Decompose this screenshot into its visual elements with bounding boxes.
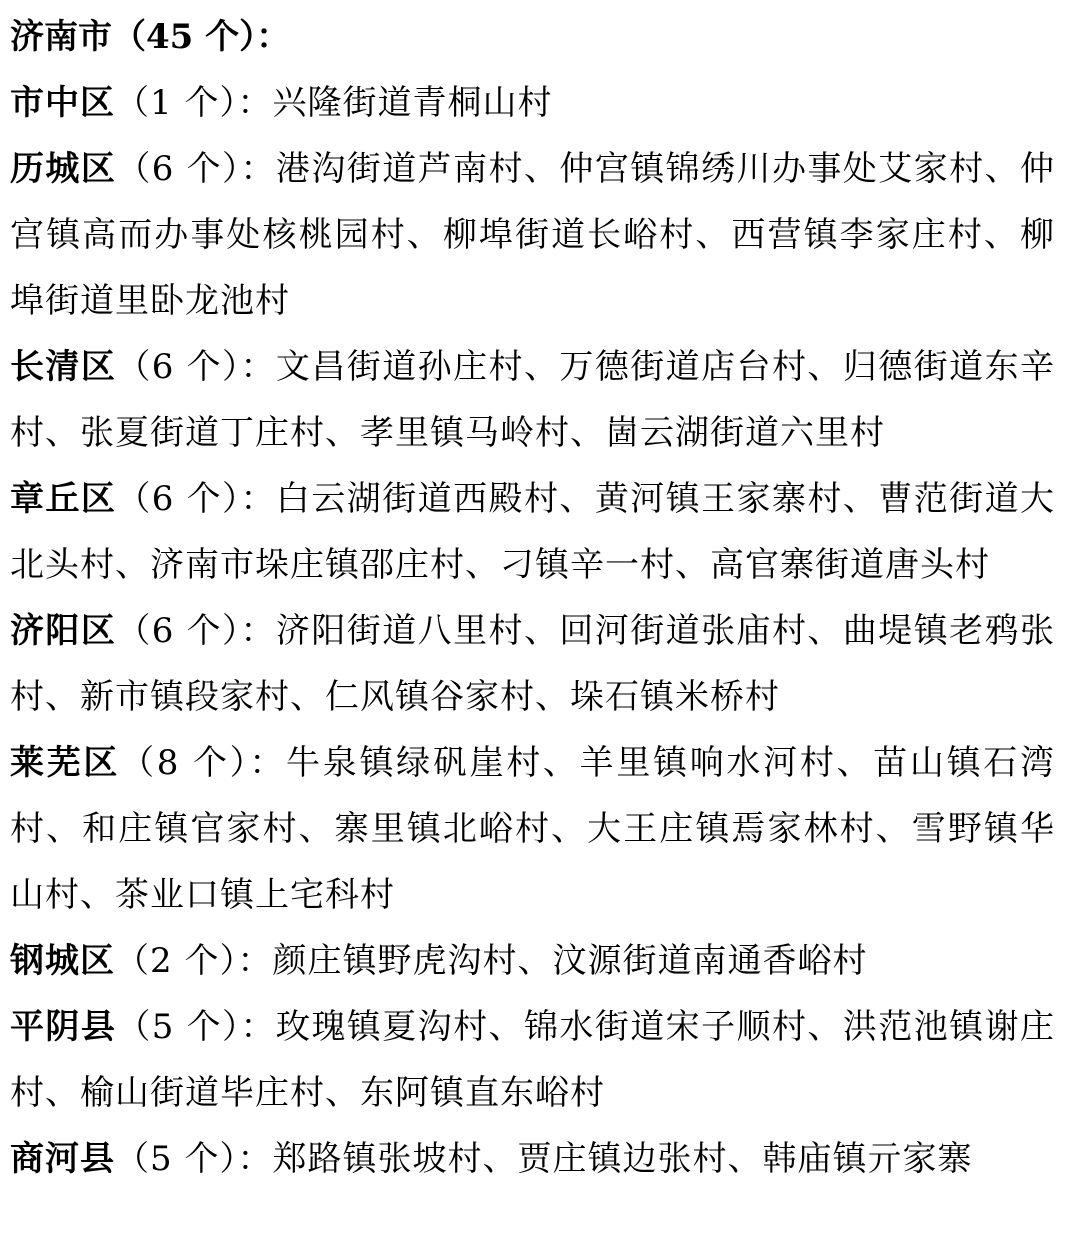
district-entry-jiyang (10, 598, 1055, 730)
district-name: 章丘区 (10, 479, 117, 519)
village-list: 港沟街道芦南村、仲宫镇锦绣川办事处艾家村、仲宫镇高而办事处核桃园村、柳埠街道长峪村、西营镇李家庄村、柳埠街道里卧龙池村 (10, 149, 1056, 321)
district-count: （6 个）： (116, 611, 276, 651)
district-name: 长清区 (10, 347, 117, 387)
village-list: 郑路镇张坡村、贾庄镇边张村、韩庙镇亓家寨 (272, 1139, 973, 1179)
district-entry-shizhong (10, 70, 1055, 136)
district-entry-zhangqiu (10, 466, 1055, 598)
district-name: 钢城区 (10, 941, 115, 981)
village-list: 济阳街道八里村、回河街道张庙村、曲堤镇老鸦张村、新市镇段家村、仁风镇谷家村、垛石镇米桥村 (10, 611, 1056, 717)
district-count: （2 个）： (115, 941, 273, 981)
district-count: （8 个）： (120, 743, 287, 783)
district-name: 莱芜区 (10, 743, 121, 783)
village-list: 文昌街道孙庄村、万德街道店台村、归德街道东辛村、张夏街道丁庄村、孝里镇马岭村、崮云湖街道六里村 (10, 347, 1056, 453)
city-heading: 济南市（45 个）： (10, 17, 291, 57)
district-name: 市中区 (10, 83, 115, 123)
district-count: （6 个）： (116, 149, 276, 189)
district-count: （5 个）： (115, 1139, 273, 1179)
district-name: 济阳区 (10, 611, 117, 651)
district-count: （6 个）： (116, 479, 276, 519)
village-list: 白云湖街道西殿村、黄河镇王家寨村、曹范街道大北头村、济南市垛庄镇邵庄村、刁镇辛一村、高官寨街道唐头村 (10, 479, 1056, 585)
district-count: （1 个）： (115, 83, 273, 123)
district-name: 商河县 (10, 1139, 115, 1179)
district-count: （5 个）： (116, 1007, 276, 1047)
village-list: 兴隆街道青桐山村 (272, 83, 553, 123)
district-entry-pingyin (10, 994, 1055, 1126)
district-entry-shanghe (10, 1126, 1055, 1192)
document-page (10, 4, 1055, 1192)
village-list: 牛泉镇绿矾崖村、羊里镇响水河村、苗山镇石湾村、和庄镇官家村、寨里镇北峪村、大王庄镇焉家林村、雪野镇华山村、茶业口镇上宅科村 (10, 743, 1056, 915)
district-entry-laiwu (10, 730, 1055, 928)
district-name: 平阴县 (10, 1007, 117, 1047)
village-list: 颜庄镇野虎沟村、汶源街道南通香峪村 (272, 941, 868, 981)
district-name: 历城区 (10, 149, 117, 189)
village-list: 玫瑰镇夏沟村、锦水街道宋子顺村、洪范池镇谢庄村、榆山街道毕庄村、东阿镇直东峪村 (10, 1007, 1056, 1113)
district-entry-licheng (10, 136, 1055, 334)
district-entry-gangcheng (10, 928, 1055, 994)
district-entry-changqing (10, 334, 1055, 466)
district-count: （6 个）： (116, 347, 276, 387)
